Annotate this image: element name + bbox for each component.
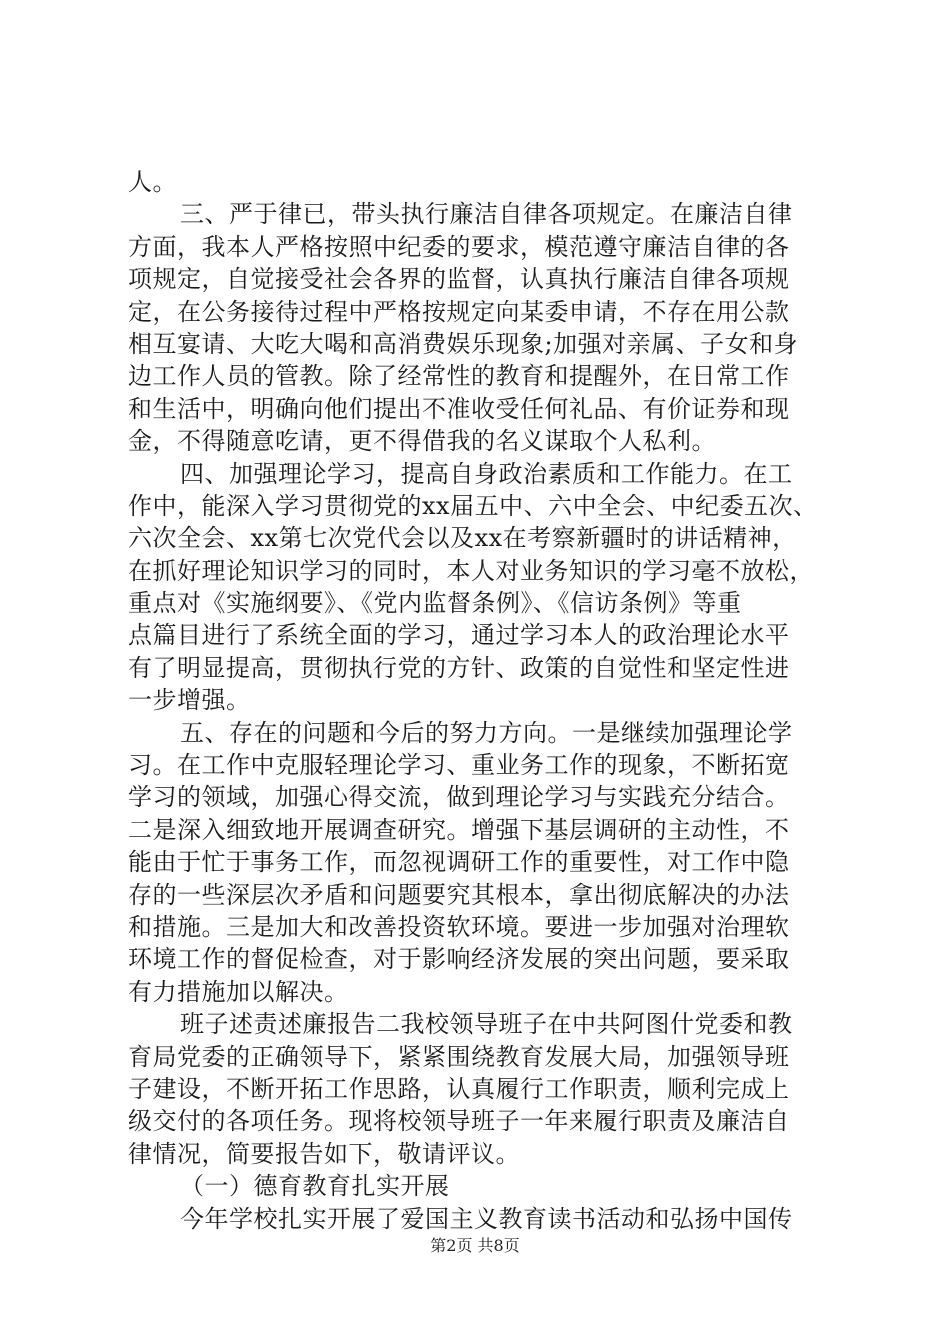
text-line: 育局党委的正确领导下，紧紧围绕教育发展大局，加强领导班 xyxy=(128,1042,790,1071)
text-line: 项规定，自觉接受社会各界的监督，认真执行廉洁自律各项规 xyxy=(128,265,790,294)
paragraph-start-line: 五、存在的问题和今后的努力方向。一是继续加强理论学 xyxy=(180,718,793,747)
text-line: 作中，能深入学习贯彻党的xx届五中、六中全会、中纪委五次、 xyxy=(128,491,818,520)
text-line: 级交付的各项任务。现将校领导班子一年来履行职责及廉洁自 xyxy=(128,1107,790,1136)
paragraph-start-line: 今年学校扎实开展了爱国主义教育读书活动和弘扬中国传 xyxy=(180,1204,793,1233)
paragraph-start-line: 班子述责述廉报告二我校领导班子在中共阿图什党委和教 xyxy=(180,1010,793,1039)
text-line: 有力措施加以解决。 xyxy=(128,977,349,1006)
text-line: 和措施。三是加大和改善投资软环境。要进一步加强对治理软 xyxy=(128,912,790,941)
text-line: 学习的领域，加强心得交流，做到理论学习与实践充分结合。 xyxy=(128,783,790,812)
text-line: 律情况，简要报告如下，敬请评议。 xyxy=(128,1139,520,1168)
text-line: 六次全会、xx第七次党代会以及xx在考察新疆时的讲话精神， xyxy=(128,524,797,553)
text-line: 有了明显提高，贯彻执行党的方针、政策的自觉性和坚定性进 xyxy=(128,653,790,682)
text-line: 相互宴请、大吃大喝和高消费娱乐现象;加强对亲属、子女和身 xyxy=(128,329,799,358)
text-line: 习。在工作中克服轻理论学习、重业务工作的现象，不断拓宽 xyxy=(128,751,790,780)
document-body xyxy=(128,166,828,1235)
text-line: 重点对《实施纲要》、《党内监督条例》、《信访条例》等重 xyxy=(128,589,742,618)
page-footer: 第2页 共8页 xyxy=(430,1236,520,1255)
text-line: 能由于忙于事务工作，而忽视调研工作的重要性，对工作中隐 xyxy=(128,848,790,877)
paragraph-start-line: 三、严于律已，带头执行廉洁自律各项规定。在廉洁自律 xyxy=(180,200,793,229)
text-line: 和生活中，明确向他们提出不准收受任何礼品、有价证券和现 xyxy=(128,394,790,423)
text-line: 点篇目进行了系统全面的学习，通过学习本人的政治理论水平 xyxy=(128,621,790,650)
text-line: 二是深入细致地开展调查研究。增强下基层调研的主动性，不 xyxy=(128,815,790,844)
text-line: 子建设，不断开拓工作思路，认真履行工作职责，顺利完成上 xyxy=(128,1074,790,1103)
text-line: 存的一些深层次矛盾和问题要究其根本，拿出彻底解决的办法 xyxy=(128,880,790,909)
section-heading: （一）德育教育扎实开展 xyxy=(180,1172,450,1201)
text-line: 金，不得随意吃请，更不得借我的名义谋取个人私利。 xyxy=(128,427,716,456)
text-line: 环境工作的督促检查，对于影响经济发展的突出问题，要采取 xyxy=(128,945,790,974)
text-line: 方面，我本人严格按照中纪委的要求，模范遵守廉洁自律的各 xyxy=(128,232,790,261)
text-line: 一步增强。 xyxy=(128,686,251,715)
text-line: 定，在公务接待过程中严格按规定向某委申请，不存在用公款 xyxy=(128,297,790,326)
text-line: 在抓好理论知识学习的同时，本人对业务知识的学习毫不放松， xyxy=(128,556,814,585)
text-line: 边工作人员的管教。除了经常性的教育和提醒外，在日常工作 xyxy=(128,362,790,391)
text-line: 人。 xyxy=(128,168,177,196)
paragraph-start-line: 四、加强理论学习，提高自身政治素质和工作能力。在工 xyxy=(180,459,793,488)
